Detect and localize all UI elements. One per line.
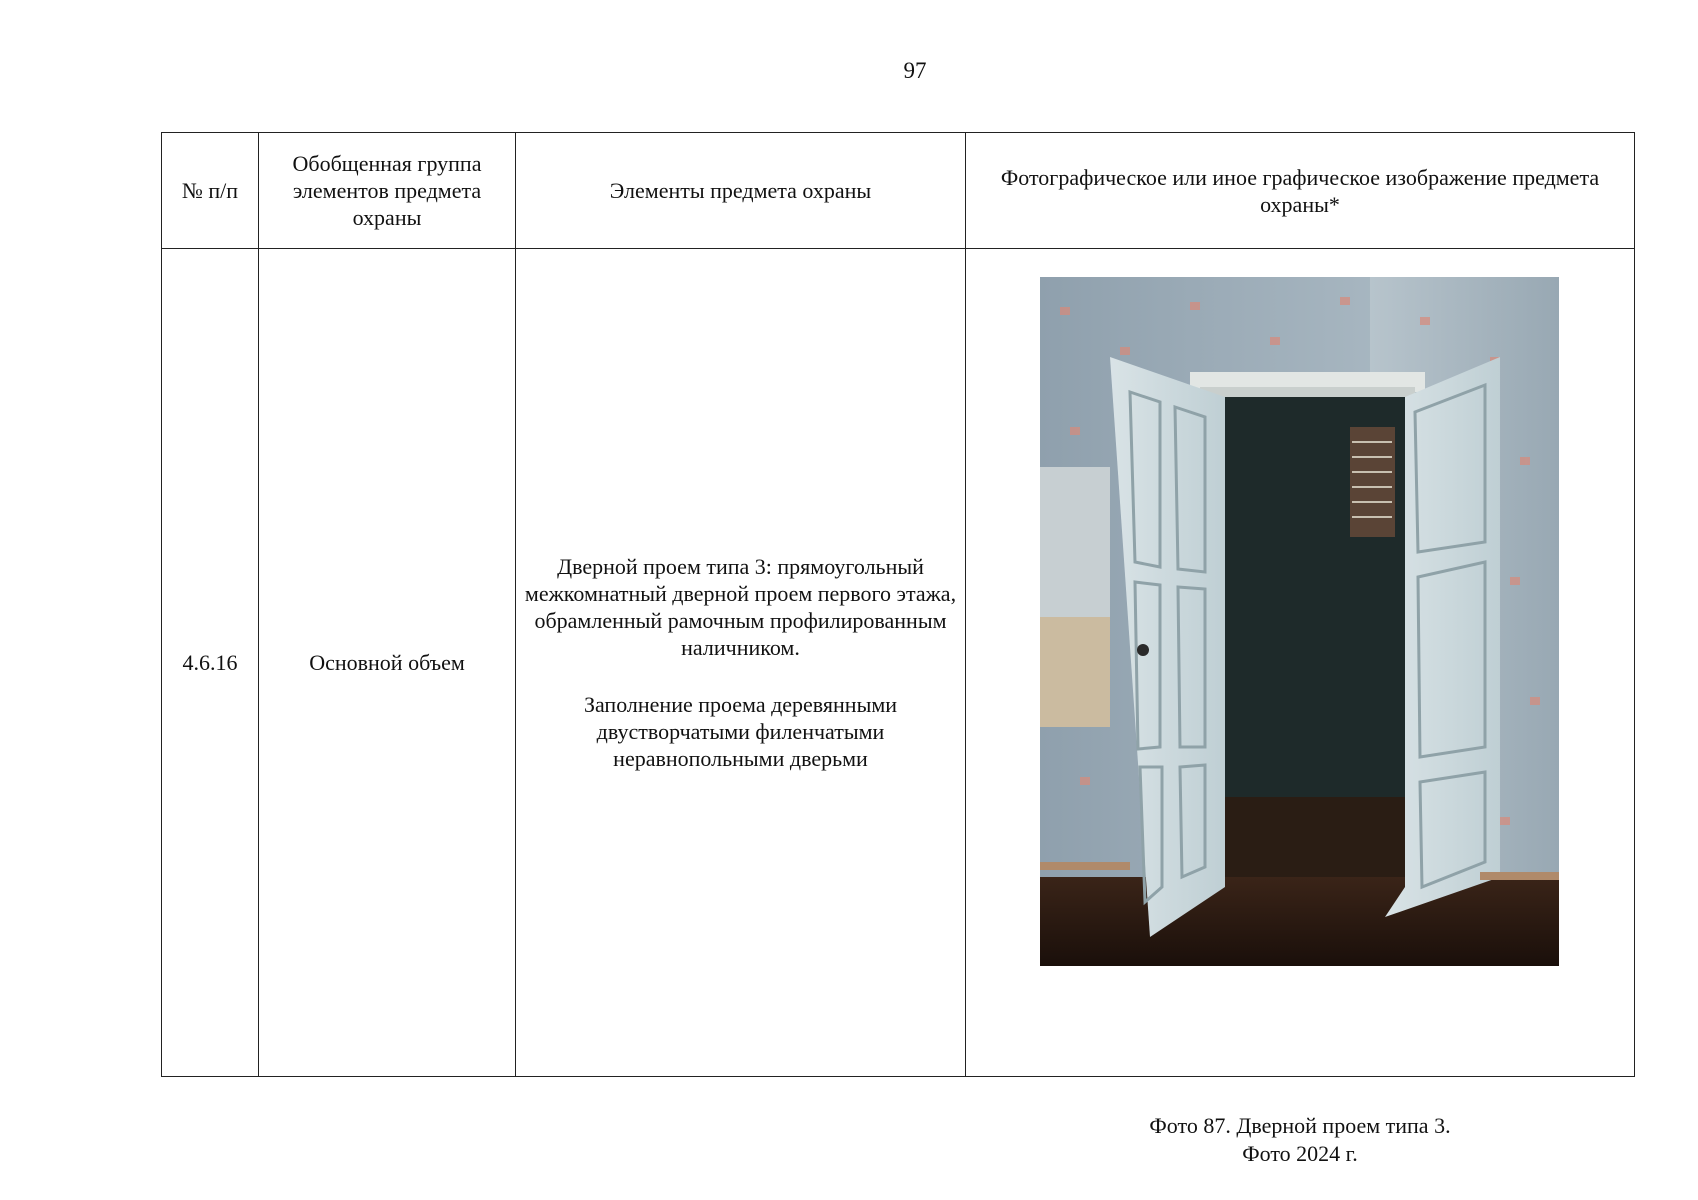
table-row: [162, 249, 1635, 1077]
elements-filling: Заполнение проема деревянными двустворчатыми филенчатыми неравнопольными дверьми: [583, 692, 898, 771]
header-group: Обобщенная группа элементов предмета охраны: [259, 133, 516, 249]
page-number: 97: [903, 58, 927, 83]
caption-line-1: Фото 87. Дверной проем типа 3.: [1149, 1113, 1451, 1138]
row-photo: [966, 249, 1635, 1166]
elements-description: Дверной проем типа 3: прямоугольный межкомнатный дверной проем первого этажа, обрамленный рамочным профилированным наличником.: [524, 554, 957, 660]
row-elements: [516, 249, 966, 1077]
caption-line-2: Фото 2024 г.: [1242, 1141, 1358, 1166]
row-group: Основной объем: [259, 249, 516, 1077]
photo-caption: [966, 1112, 1634, 1168]
header-elements: Элементы предмета охраны: [516, 133, 966, 249]
row-num: 4.6.16: [162, 249, 259, 1077]
header-photo: Фотографическое или иное графическое изображение предмета охраны*: [966, 133, 1635, 249]
header-num: № п/п: [162, 133, 259, 249]
protection-table: [161, 132, 1635, 1166]
door-photo: [1040, 277, 1559, 966]
table-header-row: [162, 133, 1635, 249]
